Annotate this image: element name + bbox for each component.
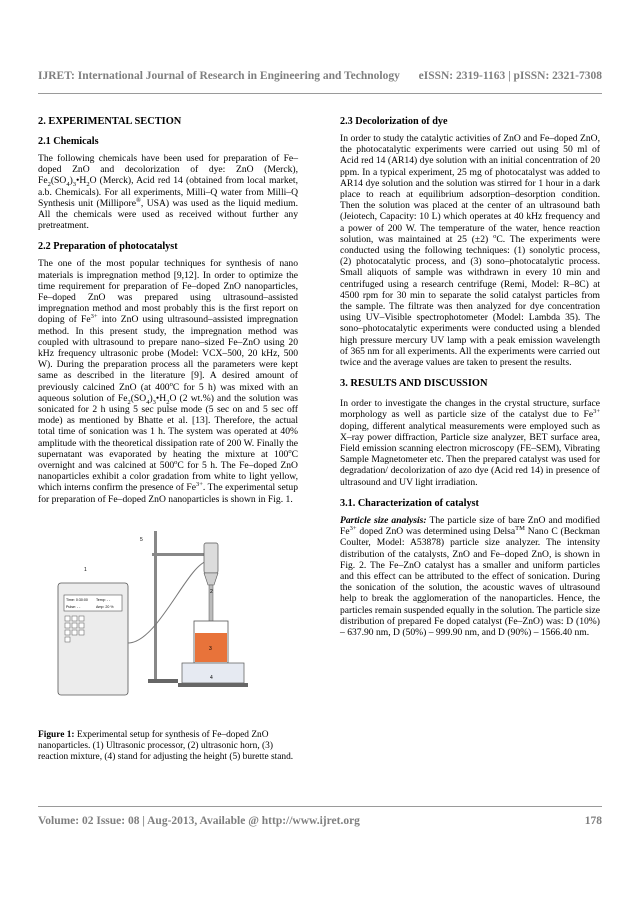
decolorization-paragraph: In order to study the catalytic activities of ZnO and Fe–doped ZnO, the photocatalytic experiments were carried out using 50 ml of Acid red 14 (AR14) dye solution with an initial concentration of 20 ppm. In a typical experiment, 25 mg of photocatalyst was added to AR14 dye solution and the solution was stirred for 1 hour in a dark place to reach at equilibrium adsorption–desorption condition. Then the solution was placed at the center of an ultrasound bath (Jeiotech, Capacity: 10 L) which operates at 40 kHz frequency and a power of 200 W. The temperature of the water, hence reaction solution, was maintained at 25 (±2) $^o$C. The experiments were conducted using the following techniques: (1) sonolytic process, (2) photocatalytic process, and (3) sono–photocatalytic process. Small aliquots of sample was withdrawn in every 10 min and centrifuged using a research centrifuge (Remi, Model: R–8C) at 4500 rpm for 30 min to separate the solid catalyst particles from the sample. The filtrate was then analyzed for dye concentration using UV–Visible spectrophotometer (Model: Lambda 35). The sono–photocatalytic experiments were conducted using a blended high pressure mercury UV lamp with a peak emission wavelength of 365 nm for all experiments. All the experiments were carried out twice and the average values are taken to present the results. (340, 133, 600, 369)
display-pulse: Pulse: - - (66, 604, 81, 609)
label-1: 1 (84, 566, 87, 573)
display-amp: Amp: 20 % (96, 604, 114, 609)
label-2: 2 (210, 588, 213, 595)
characterization-title: 3.1. Characterization of catalyst (340, 497, 479, 509)
figure-caption: Figure 1: Experimental setup for synthesis of Fe–doped ZnO nanoparticles. (1) Ultrasonic processor, (2) ultrasonic horn, (3) reaction mixture, (4) stand for adjusting the height (5) burette stand. (38, 730, 294, 763)
decolorization-title: 2.3 Decolorization of dye (340, 116, 448, 127)
stand-clamp-arm (152, 553, 212, 556)
characterization-paragraph: Particle size analysis: The particle size of bare ZnO and modified $Fe^{3+}$ doped ZnO was determined using Delsa™ Nano C (Beckman Coulter, Model: A53878) particle size analyzer. The intensity distribution of the catalysts, ZnO and Fe–doped ZnO, is shown in Fig. 2. The Fe–ZnO catalyst has a smaller and uniform particles and this effect can be attributed to the effect of sonication. During the sonication of the solution, the acoustic waves of ultrasound help to break the agglomeration of the nanoparticles. Hence, the particles remain suspended equally in the solution. The particle size distribution of prepared Fe doped catalyst (Fe–ZnO) was: D (10%) – 637.90 nm, D (50%) – 999.90 nm, and D (90%) – 1566.40 nm. (340, 514, 600, 638)
chemicals-title: 2.1 Chemicals (38, 136, 99, 147)
display-temp: Temp: - - (96, 597, 111, 602)
height-stand (182, 663, 244, 683)
results-title: 3. RESULTS AND DISCUSSION (340, 378, 488, 390)
label-5: 5 (140, 536, 143, 543)
page-number: 178 (584, 815, 602, 827)
stand-base (148, 679, 178, 683)
chemicals-paragraph: The following chemicals have been used for preparation of Fe–doped ZnO and decolorization of dye: ZnO (Merck), $Fe_2(SO_4)_3•H_2O$ (Merck), Acid red 14 (obtained from local market, a.b. Chemicals). For all experiments, Milli–Q water from Milli–Q Synthesis unit (Millipore®, USA) was used as the liquid medium. All the chemicals were used as received without further any pretreatment. (38, 153, 299, 232)
label-4: 4 (210, 674, 213, 681)
footer-rule (38, 806, 602, 807)
journal-name: IJRET: International Journal of Research in Engineering and Technology (38, 70, 400, 82)
photocatalyst-paragraph: The one of the most popular techniques for synthesis of nano materials is impregnation method [9,12]. In order to optimize the time requirement for preparation of Fe–doped ZnO nanoparticles, Fe–doped ZnO was prepared using ultrasound–assisted impregnation method and most probably this is the first report on doping of $Fe^{3+}$ into ZnO using ultrasound–assisted impregnation method. In this present study, the impregnation method was coupled with ultrasound to prepare nano–sized Fe–ZnO using 20 kHz frequency ultrasonic probe (Model: VCX–500, 20 kHz, 500 W). During the preparation process all the parameters were kept same as described in the literature [9]. A desired amount of previously calcined ZnO (at 400$^o$C for 5 h) was mixed with an aqueous solution of $Fe_2(SO_4)_3•H_2O$ (2 wt.%) and the solution was sonicated for 2 h using 5 sec pulse mode (5 sec on and 5 sec off mode) as mentioned by Bhatte et al. [13]. Therefore, the actual total time of sonication was 1 h. The system was operated at 40% amplitude with the theoretical dissipation rate of 200 W. Finally the supernatant was evaporated by heating the mixture at 100$^o$C overnight and was calcined at 500$^o$C for 5 h. The Fe–doped ZnO nanoparticles exhibit a color gradation from white to light yellow, which interns confirm the presence of $Fe^{3+}$. The experimental setup for preparation of Fe–doped ZnO nanoparticles is shown in Fig. 1. (38, 258, 298, 505)
display-time: Time: 0:30:00 (66, 597, 88, 602)
photocatalyst-title: 2.2 Preparation of photocatalyst (38, 241, 178, 253)
right-column (340, 116, 600, 648)
section-title: 2. EXPERIMENTAL SECTION (38, 116, 182, 127)
header-rule (38, 93, 602, 94)
running-footer (38, 815, 602, 827)
left-column (38, 116, 298, 763)
ultrasonic-horn (204, 543, 218, 573)
experimental-setup-figure (38, 523, 288, 713)
issn: eISSN: 2319-1163 | pISSN: 2321-7308 (418, 70, 602, 82)
label-3: 3 (209, 645, 212, 652)
results-paragraph: In order to investigate the changes in the crystal structure, surface morphology as well as particle size of the catalyst due to $Fe^{3+}$ doping, different analytical measurements were employed such as X–ray power diffraction, Particle size analyzer, BET surface area, Field emission scanning electron microscopy (FE–SEM), Vibrating Sample Magnetometer etc. Then the prepared catalyst was used for degradation/ decolorization of azo dye (Acid red 14) in presence of ultrasound and UV light irradiation. (340, 398, 600, 488)
volume-info: Volume: 02 Issue: 08 | Aug-2013, Available @ http://www.ijret.org (38, 815, 360, 827)
